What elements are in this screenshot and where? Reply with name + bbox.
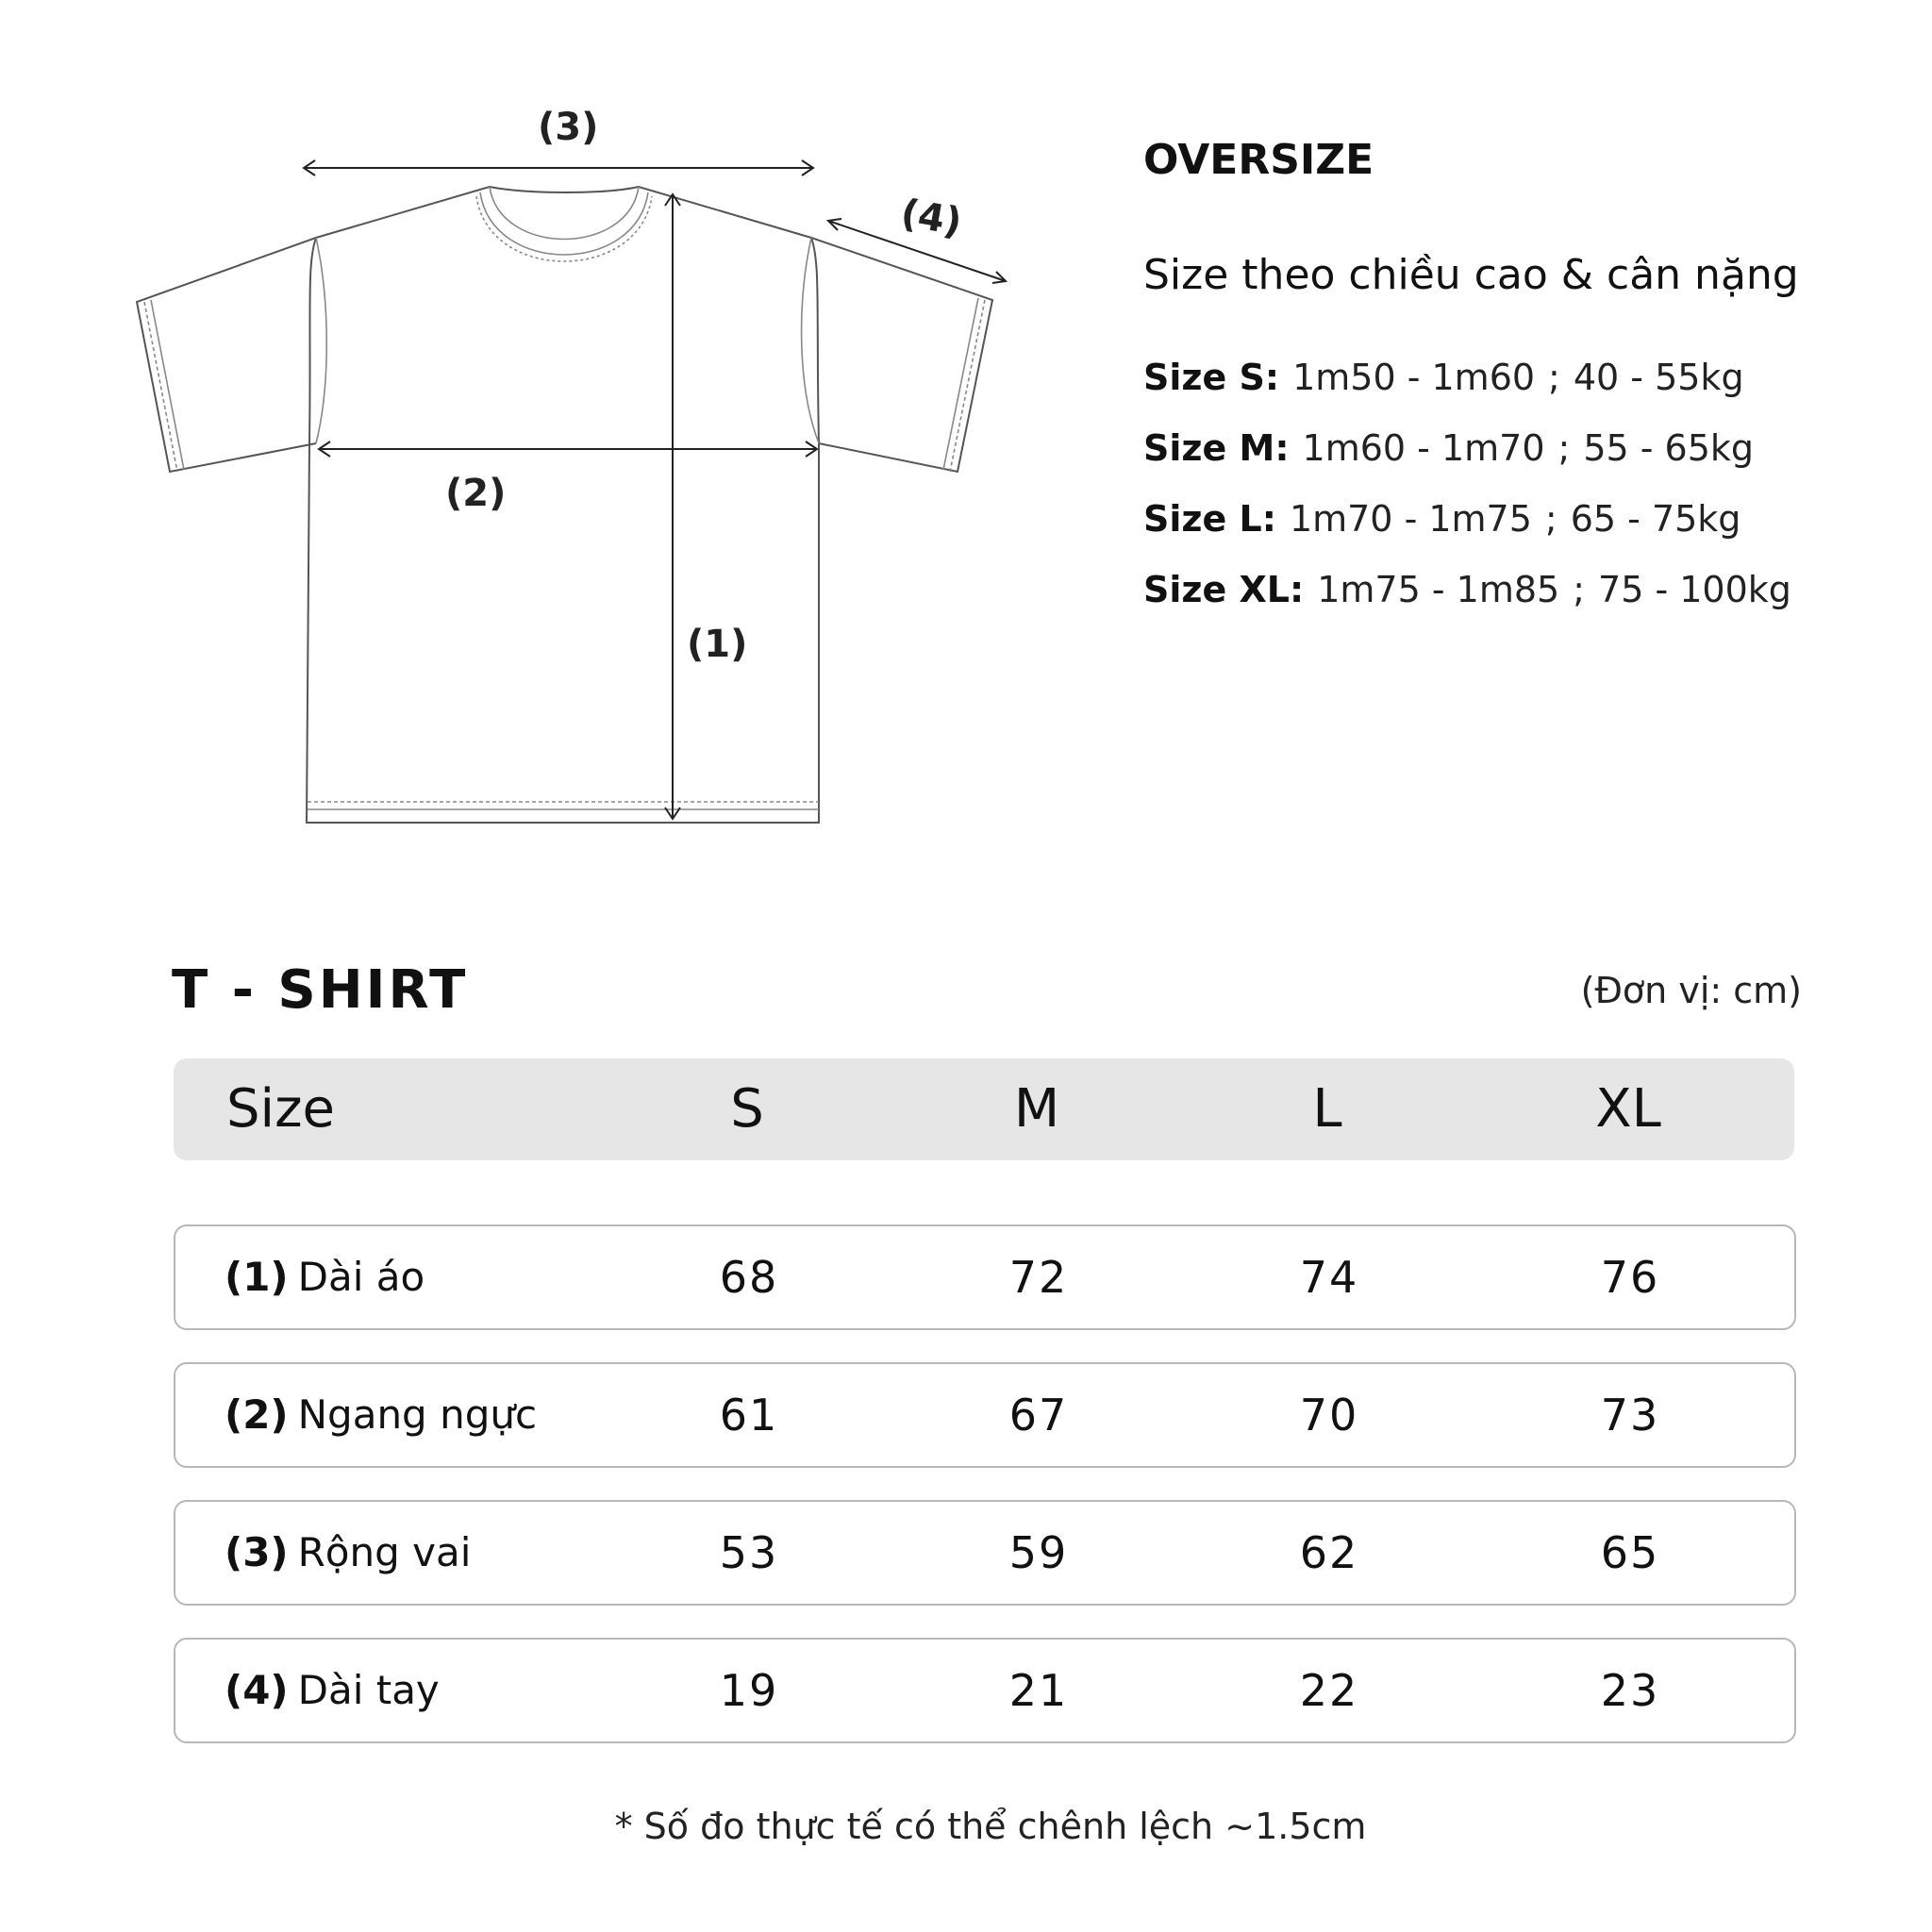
dimension-label-length: (1) [687,623,748,666]
dimension-label-chest: (2) [445,472,507,515]
guide-height: 1m70 - 1m75 [1289,498,1532,540]
guide-size: Size XL: [1143,569,1305,610]
row-label [225,1640,440,1741]
table-row [174,1224,1796,1330]
row-label [225,1502,471,1604]
table-cell: 59 [1008,1527,1069,1578]
table-cell: 68 [719,1252,779,1303]
fit-title: OVERSIZE [1143,136,1374,184]
table-cell: 65 [1600,1527,1660,1578]
guide-separator: ; [1557,427,1571,469]
guide-separator: ; [1548,357,1560,398]
size-guide-list [1143,349,1898,632]
guide-separator: ; [1573,569,1586,610]
row-label-text: Ngang ngực [297,1391,538,1438]
table-row [174,1362,1796,1468]
header-cell-m: M [1013,1078,1060,1140]
table-title: T - SHIRT [172,959,469,1021]
table-cell: 23 [1600,1665,1660,1716]
guide-weight: 75 - 100kg [1598,569,1791,610]
table-cell: 53 [719,1527,779,1578]
guide-size: Size L: [1143,498,1276,540]
row-number: (3) [225,1529,289,1575]
row-number: (4) [225,1667,289,1713]
header-cell-l: L [1312,1078,1342,1140]
table-cell: 73 [1600,1390,1660,1441]
guide-weight: 55 - 65kg [1583,427,1755,469]
dimension-label-shoulder: (3) [538,106,599,149]
row-label-text: Dài áo [297,1254,425,1300]
table-cell: 62 [1299,1527,1359,1578]
header-cell-s: S [730,1078,764,1140]
guide-size: Size M: [1143,427,1290,469]
header-cell-xl: XL [1595,1078,1661,1140]
table-cell: 19 [719,1665,779,1716]
table-row [174,1638,1796,1743]
unit-label: (Đơn vị: cm) [1580,970,1802,1011]
row-label [225,1226,425,1328]
table-cell: 22 [1299,1665,1359,1716]
footnote: * Số đo thực tế có thể chênh lệch ~1.5cm [614,1806,1367,1847]
row-label-text: Dài tay [297,1667,440,1713]
size-guide-row [1143,491,1898,561]
guide-height: 1m75 - 1m85 [1317,569,1560,610]
guide-separator: ; [1544,498,1557,540]
table-cell: 74 [1299,1252,1359,1303]
table-header [174,1058,1794,1160]
size-guide-row [1143,420,1898,491]
size-guide-row [1143,349,1898,420]
header-cell-size: Size [226,1078,335,1140]
dimension-label-sleeve: (4) [897,191,965,245]
table-cell: 72 [1008,1252,1069,1303]
table-cell: 21 [1008,1665,1069,1716]
guide-height: 1m60 - 1m70 [1302,427,1545,469]
guide-size: Size S: [1143,357,1280,398]
table-cell: 76 [1600,1252,1660,1303]
row-label [225,1364,537,1466]
table-cell: 61 [719,1390,779,1441]
table-cell: 67 [1008,1390,1069,1441]
tshirt-diagram [0,0,1085,868]
table-cell: 70 [1299,1390,1359,1441]
size-guide-row [1143,561,1898,632]
row-label-text: Rộng vai [297,1529,472,1575]
guide-weight: 65 - 75kg [1570,498,1741,540]
fit-subtitle: Size theo chiều cao & cân nặng [1143,251,1799,299]
fit-info-panel [1143,132,1898,632]
table-row [174,1500,1796,1606]
row-number: (2) [225,1391,289,1438]
row-number: (1) [225,1254,289,1300]
guide-height: 1m50 - 1m60 [1292,357,1536,398]
guide-weight: 40 - 55kg [1573,357,1744,398]
